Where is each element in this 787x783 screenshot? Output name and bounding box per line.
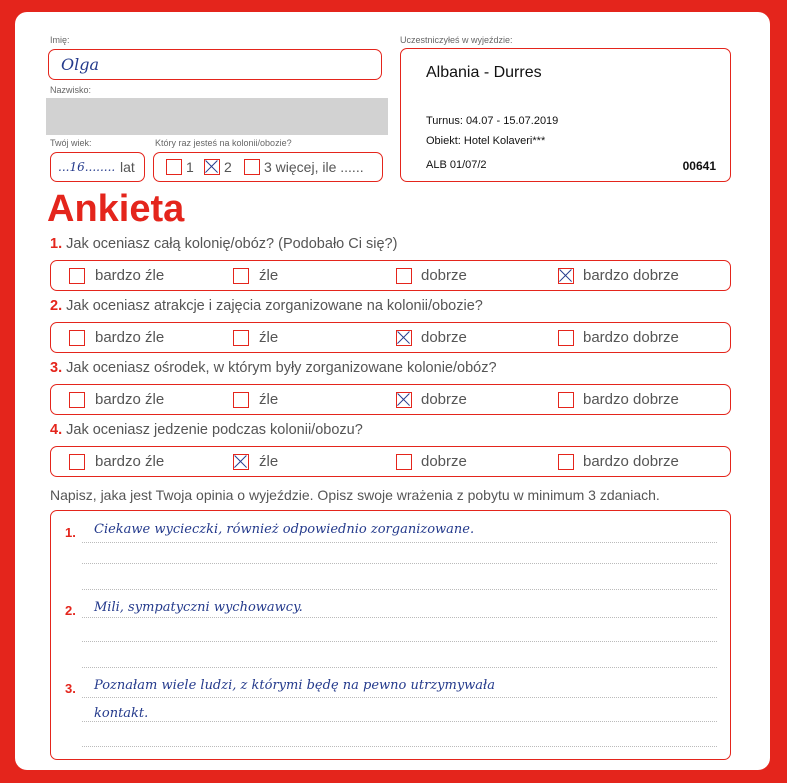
question-3 [50,360,497,376]
q4-option-bardzo-zle-checkbox[interactable] [69,454,85,470]
writing-line [82,667,717,668]
answer-row-2 [50,322,731,353]
opinion-prompt: Napisz, jaka jest Twoja opinia o wyjeździe. Opisz swoje wrażenia z pobytu w minimum 3 zdaniach. [50,487,660,503]
option-label: dobrze [421,267,467,284]
name-label: Imię: [50,35,70,45]
name-value: Olga [61,55,100,74]
q1-option-dobrze-checkbox[interactable] [396,268,412,284]
opinion-number-1: 1. [65,525,76,540]
writing-line [82,721,717,722]
trip-number: 00641 [682,159,716,173]
question-text: Jak oceniasz jedzenie podczas kolonii/obozu? [66,422,363,438]
option-label: źle [259,453,279,470]
option-label: bardzo źle [95,453,165,470]
age-value: ...16........ [58,160,116,174]
writing-line [82,542,717,543]
trip-turnus: Turnus: 04.07 - 15.07.2019 [426,115,559,127]
opinion-answer-3-line-1: Poznałam wiele ludzi, z którymi będę na pewno utrzymywała [94,678,496,693]
q3-option-dobrze-checkbox[interactable] [396,392,412,408]
option-label: dobrze [421,453,467,470]
opinion-answer-1: Ciekawe wycieczki, również odpowiednio zorganizowane. [94,522,475,537]
q3-option-bardzo-zle-checkbox[interactable] [69,392,85,408]
age-field[interactable] [50,152,145,182]
writing-line [82,617,717,618]
writing-line [82,746,717,747]
option-label: bardzo źle [95,329,165,346]
question-text: Jak oceniasz ośrodek, w którym były zorganizowane kolonie/obóz? [66,360,497,376]
times-checkbox-3[interactable] [244,159,260,175]
q3-option-zle-checkbox[interactable] [233,392,249,408]
opinion-number-2: 2. [65,603,76,618]
option-label: źle [259,267,279,284]
opinion-number-3: 3. [65,681,76,696]
q3-option-bardzo-dobrze-checkbox[interactable] [558,392,574,408]
writing-line [82,697,717,698]
trip-obiekt: Obiekt: Hotel Kolaveri*** [426,135,546,147]
answer-row-3 [50,384,731,415]
q4-option-zle-checkbox[interactable] [233,454,249,470]
times-checkbox-2[interactable] [204,159,220,175]
writing-line [82,589,717,590]
q4-option-dobrze-checkbox[interactable] [396,454,412,470]
option-label: bardzo dobrze [583,453,679,470]
option-label: bardzo dobrze [583,267,679,284]
times-label: Który raz jesteś na kolonii/obozie? [155,138,292,148]
option-label: źle [259,329,279,346]
q4-option-bardzo-dobrze-checkbox[interactable] [558,454,574,470]
times-option-3: 3 więcej, ile ...... [264,159,364,175]
question-number: 2. [50,298,63,314]
q1-option-bardzo-zle-checkbox[interactable] [69,268,85,284]
trip-box [400,48,731,182]
answer-row-1 [50,260,731,291]
option-label: bardzo dobrze [583,391,679,408]
trip-destination: Albania - Durres [426,64,542,81]
question-number: 1. [50,236,63,252]
option-label: dobrze [421,391,467,408]
q2-option-bardzo-zle-checkbox[interactable] [69,330,85,346]
surname-redaction [46,98,388,135]
question-1 [50,236,397,252]
surname-label: Nazwisko: [50,85,92,95]
times-field [153,152,383,182]
question-4 [50,422,363,438]
opinion-answer-2: Mili, sympatyczni wychowawcy. [94,600,303,615]
name-field[interactable] [48,49,382,80]
q2-option-dobrze-checkbox[interactable] [396,330,412,346]
answer-row-4 [50,446,731,477]
q2-option-zle-checkbox[interactable] [233,330,249,346]
age-label: Twój wiek: [50,138,92,148]
question-text: Jak oceniasz całą kolonię/obóz? (Podobało Ci się?) [66,236,398,252]
question-2 [50,298,483,314]
opinion-box[interactable] [50,510,731,760]
question-number: 4. [50,422,63,438]
option-label: bardzo dobrze [583,329,679,346]
option-label: bardzo źle [95,267,165,284]
option-label: dobrze [421,329,467,346]
page-title: Ankieta [47,188,185,230]
times-checkbox-1[interactable] [166,159,182,175]
trip-code: ALB 01/07/2 [426,159,487,171]
q2-option-bardzo-dobrze-checkbox[interactable] [558,330,574,346]
trip-label: Uczestniczyłeś w wyjeździe: [400,35,513,45]
option-label: źle [259,391,279,408]
opinion-answer-3-line-2: kontakt. [94,706,149,721]
times-option-2: 2 [224,159,232,175]
question-text: Jak oceniasz atrakcje i zajęcia zorganizowane na kolonii/obozie? [66,298,483,314]
writing-line [82,641,717,642]
age-unit: lat [120,159,135,175]
option-label: bardzo źle [95,391,165,408]
writing-line [82,563,717,564]
times-option-1: 1 [186,159,194,175]
question-number: 3. [50,360,63,376]
q1-option-bardzo-dobrze-checkbox[interactable] [558,268,574,284]
q1-option-zle-checkbox[interactable] [233,268,249,284]
